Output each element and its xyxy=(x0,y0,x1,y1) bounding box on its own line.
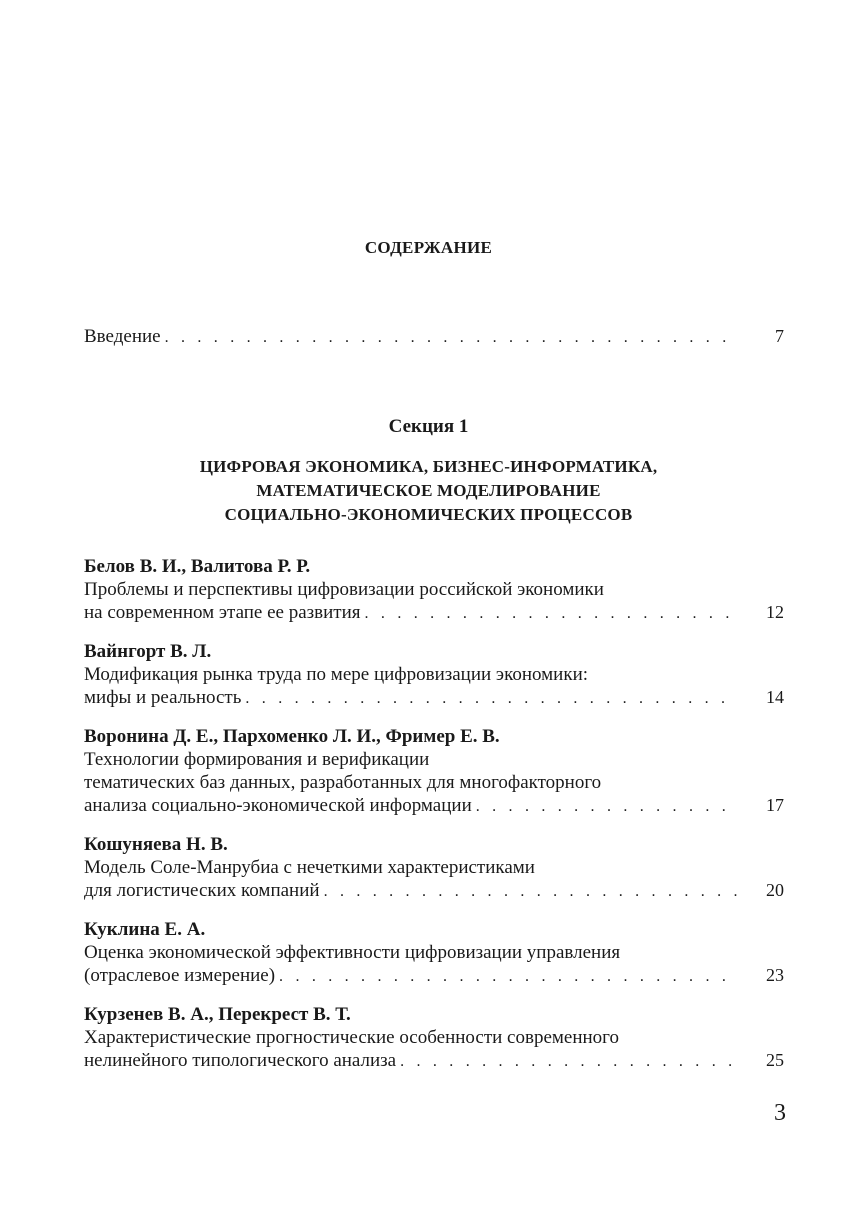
entry-authors: Кошуняева Н. В. xyxy=(84,834,228,855)
entry-last-line xyxy=(84,1049,784,1073)
section-title-line: СОЦИАЛЬНО-ЭКОНОМИЧЕСКИХ ПРОЦЕССОВ xyxy=(224,505,633,524)
entry-authors: Курзенев В. А., Перекрест В. Т. xyxy=(84,1004,351,1025)
entry-title-line: Модификация рынка труда по мере цифровизации экономики: xyxy=(84,664,589,685)
dot-leader xyxy=(400,1050,738,1073)
entry-title-end: на современном этапе ее развития xyxy=(84,602,361,623)
dot-leader xyxy=(476,795,738,818)
page-number: 3 xyxy=(774,1100,786,1126)
entry-title-end: (отраслевое измерение) xyxy=(84,965,276,986)
entry-page: 12 xyxy=(766,602,784,622)
entry-title-line: Модель Соле-Манрубиа с нечеткими характеристиками xyxy=(84,857,535,878)
entry-last-line xyxy=(84,601,784,625)
dot-leader xyxy=(365,602,738,625)
entry-title-end: нелинейного типологического анализа xyxy=(84,1050,397,1071)
entry-last-line xyxy=(84,964,784,988)
entry-page: 23 xyxy=(766,965,784,985)
entry-authors: Белов В. И., Валитова Р. Р. xyxy=(84,556,311,577)
toc-entries xyxy=(84,555,784,1088)
toc-entry[interactable] xyxy=(84,555,784,625)
entry-page: 17 xyxy=(766,795,784,815)
dot-leader xyxy=(245,687,738,710)
entry-title-end: анализа социально-экономической информации xyxy=(84,795,472,816)
entry-page: 20 xyxy=(766,880,784,900)
toc-entry[interactable] xyxy=(84,725,784,818)
entry-title-line: Оценка экономической эффективности цифровизации управления xyxy=(84,942,621,963)
entry-last-line xyxy=(84,879,784,903)
dot-leader xyxy=(324,880,738,903)
toc-intro-line[interactable] xyxy=(84,325,784,349)
dot-leader xyxy=(165,326,738,349)
toc-entry[interactable] xyxy=(84,640,784,710)
contents-heading: СОДЕРЖАНИЕ xyxy=(364,238,493,257)
entry-authors: Воронина Д. Е., Пархоменко Л. И., Фример Е. В. xyxy=(84,726,500,747)
entry-title-line: Проблемы и перспективы цифровизации российской экономики xyxy=(84,579,604,600)
intro-title: Введение xyxy=(84,326,161,347)
entry-title-end: для логистических компаний xyxy=(84,880,320,901)
entry-title-line: Характеристические прогностические особенности современного xyxy=(84,1027,620,1048)
section-title-line: МАТЕМАТИЧЕСКОЕ МОДЕЛИРОВАНИЕ xyxy=(256,481,601,500)
entry-authors: Вайнгорт В. Л. xyxy=(84,641,212,662)
dot-leader xyxy=(279,965,738,988)
entry-title-end: мифы и реальность xyxy=(84,687,242,708)
entry-page: 14 xyxy=(766,687,784,707)
entry-last-line xyxy=(84,686,784,710)
toc-entry[interactable] xyxy=(84,1003,784,1073)
toc-entry[interactable] xyxy=(84,833,784,903)
entry-authors: Куклина Е. А. xyxy=(84,919,206,940)
intro-page: 7 xyxy=(775,326,784,346)
section-title-line: ЦИФРОВАЯ ЭКОНОМИКА, БИЗНЕС-ИНФОРМАТИКА, xyxy=(199,457,658,476)
toc-entry[interactable] xyxy=(84,918,784,988)
entry-title-line: Технологии формирования и верификации xyxy=(84,749,430,770)
entry-last-line xyxy=(84,794,784,818)
entry-title-line: тематических баз данных, разработанных для многофакторного xyxy=(84,772,602,793)
section-title xyxy=(0,455,857,527)
section-label: Секция 1 xyxy=(388,416,469,437)
entry-page: 25 xyxy=(766,1050,784,1070)
